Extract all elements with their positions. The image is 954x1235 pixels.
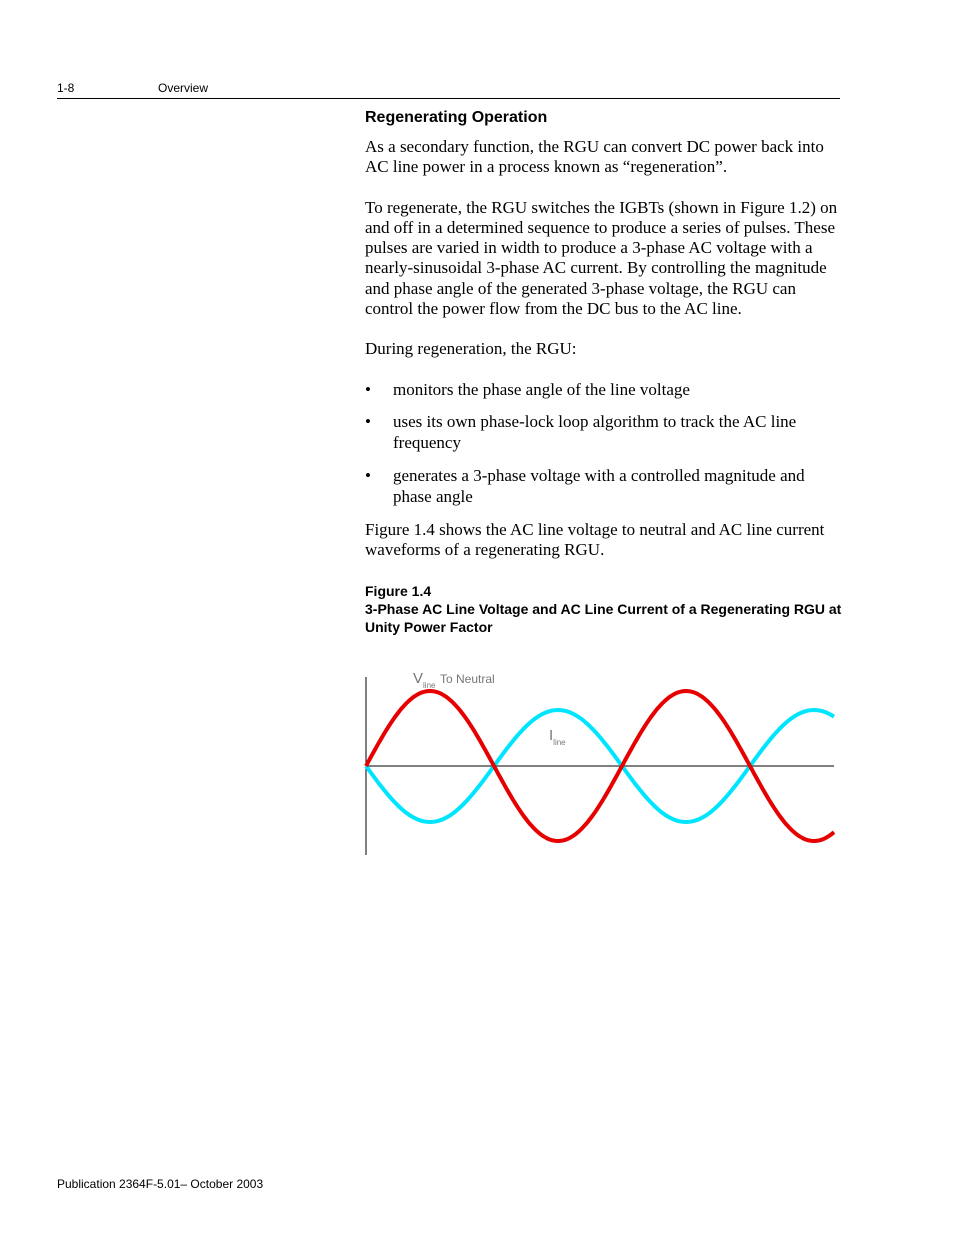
list-item-text: monitors the phase angle of the line voltage bbox=[393, 379, 690, 399]
list-item-text: generates a 3-phase voltage with a controlled magnitude and phase angle bbox=[393, 466, 805, 506]
footer-publication: Publication 2364F-5.01– October 2003 bbox=[57, 1177, 264, 1191]
paragraph-regenerate: To regenerate, the RGU switches the IGBTs (shown in Figure 1.2) on and off in a determined sequence to produce a series of pulses. These pulses are varied in width to produce a 3-phase AC voltage with a nearly-sinusoidal 3-phase AC current. By controlling the magnitude and phase angle of the generated 3-phase voltage, the RGU can control the power flow from the DC bus to the AC line. bbox=[365, 197, 838, 319]
figure-label: Figure 1.4 bbox=[365, 583, 432, 600]
running-header-section: Overview bbox=[158, 81, 209, 95]
bullet-marker: • bbox=[365, 412, 371, 432]
section-title: Regenerating Operation bbox=[365, 109, 548, 126]
current-label bbox=[549, 727, 566, 747]
main-content bbox=[365, 108, 843, 636]
waveform-figure bbox=[355, 660, 845, 860]
paragraph-during: During regeneration, the RGU: bbox=[365, 339, 577, 359]
bullet-list bbox=[365, 380, 843, 508]
current-label-sub: line bbox=[553, 738, 566, 747]
list-item-text: uses its own phase-lock loop algorithm to track the AC line frequency bbox=[393, 412, 797, 453]
current-label-main: I bbox=[549, 727, 554, 744]
page-number: 1-8 bbox=[57, 81, 75, 95]
list-item bbox=[365, 380, 843, 401]
waveform-svg bbox=[355, 660, 845, 860]
paragraph-intro: As a secondary function, the RGU can convert DC power back into AC line power in a process known as “regeneration”. bbox=[365, 137, 824, 177]
paragraph-figure-reference: Figure 1.4 shows the AC line voltage to neutral and AC line current waveforms of a regenerating RGU. bbox=[365, 519, 825, 559]
figure-caption: 3-Phase AC Line Voltage and AC Line Current of a Regenerating RGU at Unity Power Factor bbox=[365, 601, 842, 636]
voltage-label-sub: line bbox=[423, 681, 436, 690]
bullet-marker: • bbox=[365, 379, 371, 399]
voltage-label-suffix: To Neutral bbox=[440, 672, 495, 686]
list-item bbox=[365, 412, 843, 454]
bullet-marker: • bbox=[365, 466, 371, 486]
header-rule bbox=[57, 98, 840, 99]
voltage-label bbox=[413, 670, 436, 690]
voltage-label-main: V bbox=[413, 670, 424, 687]
list-item bbox=[365, 466, 843, 508]
